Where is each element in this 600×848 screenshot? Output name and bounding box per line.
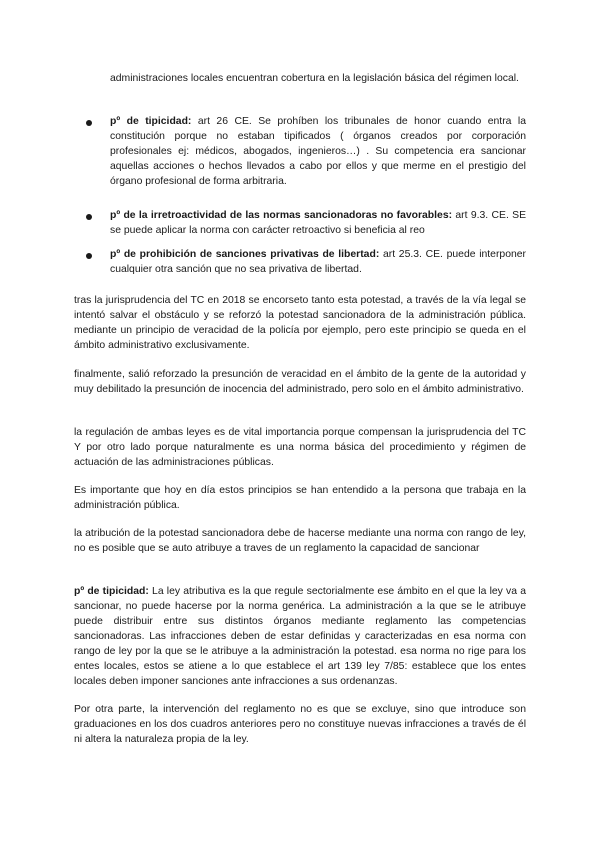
bullet-text: art 26 CE. Se prohíben los tribunales de honor cuando entra la constitución porque no estaban tipificados ( órganos creados por corporación profesionales ej: médicos, abogados, ingenieros…) . Su competencia era sancionar aquellas acciones o hechos llevados a cabo por ellos y que merme en el prestigio del órgano profesional de forma arbitraria.: [110, 116, 526, 187]
bullet-dot-icon: [86, 214, 92, 220]
bullet-title: pº de la irretroactividad de las normas sancionadoras no favorables:: [110, 210, 453, 221]
paragraph-title: pº de tipicidad:: [74, 586, 149, 597]
bullet-title: pº de tipicidad:: [110, 116, 192, 127]
paragraph-principios: Es importante que hoy en día estos principios se han entendido a la persona que trabaja en la administración pública.: [74, 485, 526, 511]
bullet-tipicidad: [110, 114, 526, 189]
intro-continuation: administraciones locales encuentran cobertura en la legislación básica del régimen local.: [110, 73, 519, 84]
paragraph-finalmente: finalmente, salió reforzado la presunción de veracidad en el ámbito de la gente de la autoridad y muy debilitado la presunción de inocencia del administrado, pero solo en el ámbito administrativo.: [74, 369, 526, 395]
bullet-dot-icon: [86, 120, 92, 126]
paragraph-jurisprudencia: tras la jurisprudencia del TC en 2018 se encorseto tanto esta potestad, a través de la vía legal se intentó salvar el obstáculo y se reforzó la potestad sancionadora de la administración pública. mediante un principio de veracidad de la policía por ejemplo, pero este principio se queda en el ámbito administrativo exclusivamente.: [74, 295, 526, 351]
bullet-text: art 9.3. CE. SE se puede aplicar la norma con carácter retroactivo si beneficia al reo: [110, 210, 527, 236]
bullet-prohibicion: [110, 247, 526, 277]
paragraph-text: La ley atributiva es la que regule sectorialmente ese ámbito en el que la ley va a sancionar, no puede hacerse por la norma genérica. La administración a la que se le atribuye puede distribuir entre sus distintos órganos mediante reglamento las competencias sancionadoras. Las infracciones deben de estar definidas y caracterizadas en esa norma con rango de ley por la que se le atribuye a la administración la potestad. esa norma no rige para los entes locales, estos se atiene a lo que establece el art 139 ley 7/85: establece que los entes locales deben imponer sanciones ante infracciones a sus ordenanzas.: [74, 586, 526, 687]
bullet-dot-icon: [86, 253, 92, 259]
paragraph-tipicidad: [74, 584, 526, 689]
paragraph-atribucion: la atribución de la potestad sancionadora debe de hacerse mediante una norma con rango de ley, no es posible que se auto atribuye a traves de un reglamento la capacidad de sancionar: [74, 528, 526, 554]
paragraph-final: Por otra parte, la intervención del reglamento no es que se excluye, sino que introduce son graduaciones en los dos cuadros anteriores pero no constituye nuevas infracciones a través de él ni altera la naturaleza propia de la ley.: [74, 704, 526, 745]
bullet-irretroactividad: [110, 208, 526, 238]
bullet-text: art 25.3. CE. puede interponer cualquier otra sanción que no sea privativa de libertad.: [110, 249, 526, 275]
bullet-title: pº de prohibición de sanciones privativas de libertad:: [110, 249, 380, 260]
paragraph-regulacion: la regulación de ambas leyes es de vital importancia porque compensan la jurisprudencia del TC Y por otro lado porque naturalmente es una norma básica del procedimiento y régimen de actuación de las administraciones públicas.: [74, 427, 526, 468]
